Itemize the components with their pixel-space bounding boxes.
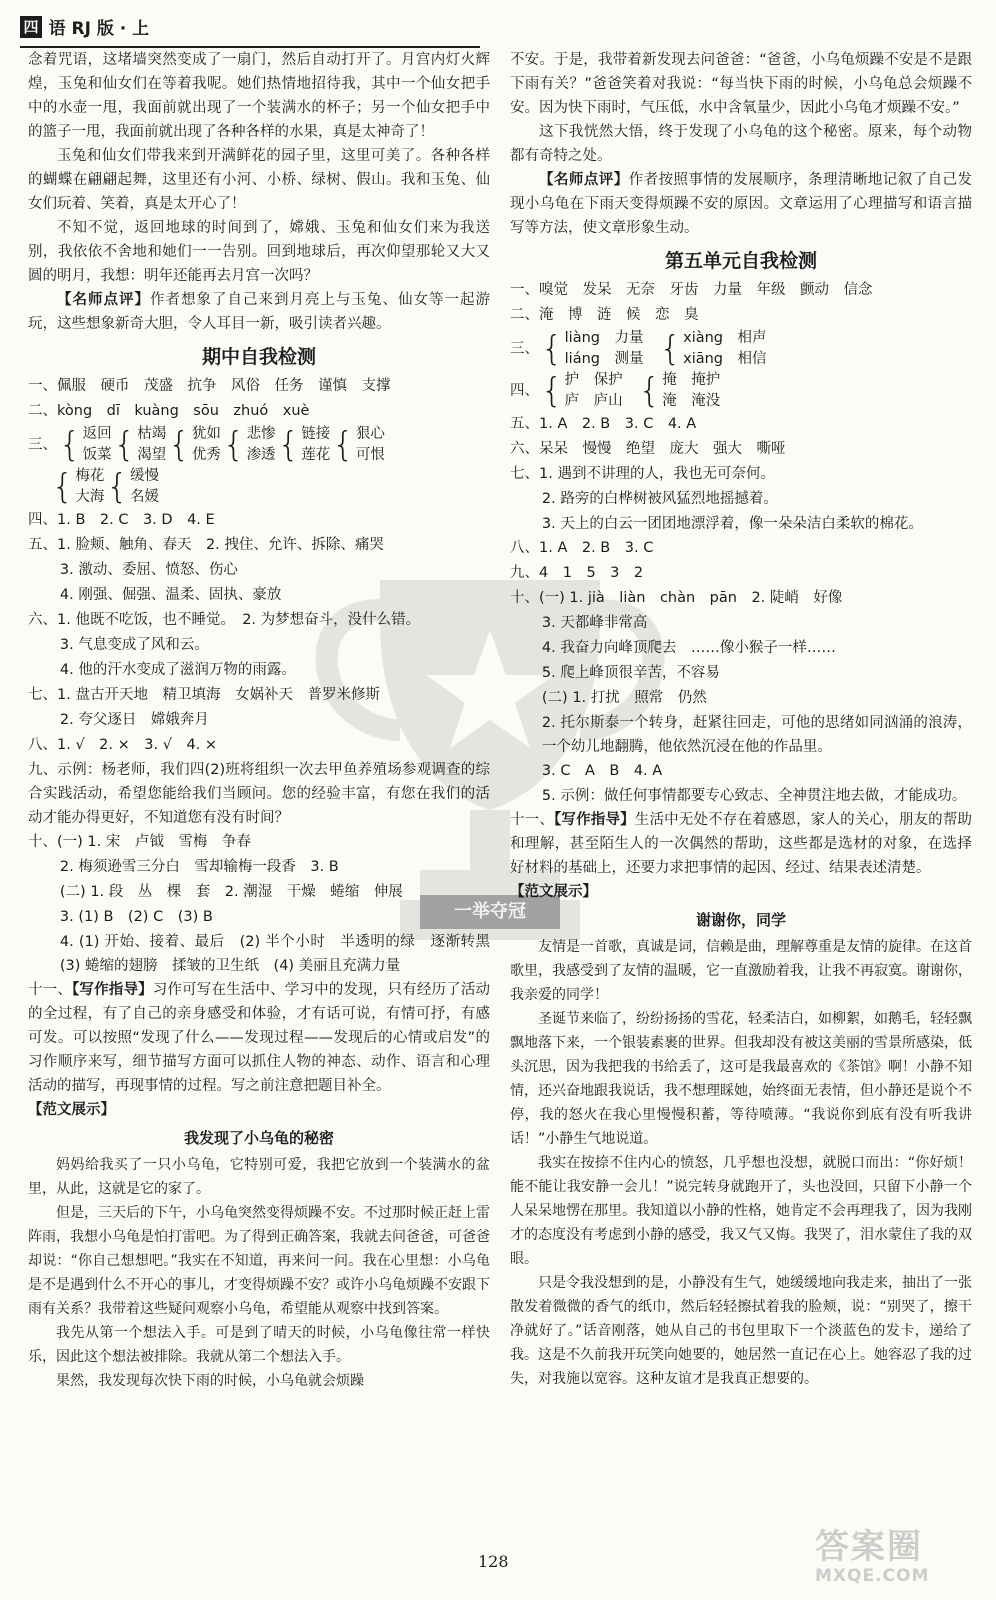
left-column <box>28 48 505 1393</box>
answer-q10-part2: (二) 1. 打扰 照常 仍然 <box>541 690 707 706</box>
page-header <box>20 14 980 48</box>
right-column <box>510 48 972 1391</box>
footer-logo <box>815 1528 983 1592</box>
footer-logo-url: MXQE.COM <box>815 1566 930 1586</box>
answer-q9: 九、4 1 5 3 2 <box>510 565 644 581</box>
essay-paragraph: 我实在按捺不住内心的愤怒，几乎想也没想，就脱口而出：“你好烦！能不能让我安静一会儿！”说完转身就跑开了，头也没回，只留下小静一个人呆呆地愣在那里。我知道以小静的性格，她肯定不会再理我了，因为我刚才的态度没有考虑到小静的感受，我又气又悔。我哭了，泪水蒙住了我的双眼。 <box>510 1155 972 1267</box>
grade-badge: 四 <box>20 16 42 38</box>
word-pair: 缓慢 名媛 <box>130 468 160 505</box>
answer-q5: 五、1. 脸颊、触角、春天 2. 拽住、允许、拆除、痛哭 <box>28 537 384 553</box>
word-pair: 狠心 可恨 <box>355 426 385 463</box>
answer-q10-part2-5: 5. 示例：做任何事情都要专心致志、全神贯注地去做，才能成功。 <box>541 788 967 804</box>
model-essay-tag: 【范文展示】 <box>510 884 597 900</box>
brace-icon: { <box>541 329 563 369</box>
answer-q5-3: 3. 激动、委屈、愤怒、伤心 <box>59 562 238 578</box>
page-number: 128 <box>478 1552 509 1571</box>
word-pair: 护 保护 庐 庐山 <box>564 372 623 409</box>
answer-q10-part2-2: 2. 托尔斯泰一个转身，赶紧往回走，可他的思绪如同汹涌的浪涛，一个幼儿地翻腾，他依然沉浸在他的作品里。 <box>541 715 972 755</box>
answer-q10-5: 5. 爬上峰顶很辛苦，不容易 <box>541 665 720 681</box>
writing-guide-text: 生活中无处不存在着感恩，家人的关心，朋友的帮助和理解，甚至陌生人的一次偶然的帮助，这些都是选材的对象，在选择好材料的基础上，还要力求把事情的起因、经过、结果表述清楚。 <box>510 812 973 876</box>
brace-icon: { <box>51 467 74 507</box>
essay-paragraph: 不知不觉，返回地球的时间到了，嫦娥、玉兔和仙女们来为我送别，我依依不舍地和她们一一告别。回到地球后，再次仰望那轮又大又圆的明月，我想：明年还能再去月宫一次吗？ <box>28 220 490 284</box>
answer-q10: 十、(一) 1. jià liàn chàn pān 2. 陡峭 好像 <box>510 590 843 606</box>
answer-q6: 六、1. 他既不吃饭，也不睡觉。 2. 为梦想奋斗，没什么错。 <box>28 612 421 628</box>
answer-q1: 一、嗅觉 发呆 无奈 牙齿 力量 年级 颤动 信念 <box>510 282 873 298</box>
model-essay-tag: 【范文展示】 <box>28 1102 115 1118</box>
brace-icon: { <box>59 425 81 465</box>
word-pair: 悲惨 渗透 <box>246 426 276 463</box>
answer-q6-4: 4. 他的汗水变成了滋润万物的雨露。 <box>59 662 296 678</box>
essay-title: 谢谢你，同学 <box>695 911 786 929</box>
essay-continuation: 不安。于是，我带着新发现去问爸爸：“爸爸，小乌龟烦躁不安是不是跟下雨有关？”爸爸笑着对我说：“每当快下雨的时候，小乌龟总会烦躁不安。因为快下雨时，气压低，水中含氧量少，因此小乌龟才烦躁不安。” <box>510 52 972 116</box>
comment-tag: 【名师点评】 <box>539 172 629 188</box>
writing-guide-tag: 【写作指导】 <box>72 982 153 998</box>
answer-q4 <box>510 370 972 412</box>
header-subject: 语 RJ 版 · 上 <box>48 19 150 39</box>
footer-logo-text: 答案圈 <box>815 1527 923 1567</box>
answer-q5: 五、1. A 2. B 3. C 4. A <box>510 416 697 432</box>
word-pair: 链接 莲花 <box>301 426 331 463</box>
answer-q10: 十、(一) 1. 宋 卢钺 雪梅 争春 <box>28 834 251 850</box>
answer-q10-2: 2. 梅须逊雪三分白 雪却输梅一段香 3. B <box>59 859 339 875</box>
answer-q11 <box>510 808 972 880</box>
answer-q10-3: 3. 天都峰非常高 <box>541 615 648 631</box>
answer-q7-2: 2. 路旁的白桦树被风猛烈地摇撼着。 <box>541 491 778 507</box>
essay-paragraph: 玉兔和仙女们带我来到开满鲜花的园子里，这里可美了。各种各样的蝴蝶在翩翩起舞，这里还有小河、小桥、绿树、假山。我和玉兔、仙女们玩着、笑着，真是太开心了！ <box>28 148 490 212</box>
teacher-comment <box>510 168 972 240</box>
answer-q7-3: 3. 天上的白云一团团地漂浮着，像一朵朵洁白柔软的棉花。 <box>541 516 923 532</box>
essay-paragraph: 果然，我发现每次快下雨的时候，小乌龟就会烦躁 <box>56 1373 364 1389</box>
q11-label: 十一、 <box>28 982 73 998</box>
answer-q7-2: 2. 夸父逐日 嫦娥奔月 <box>59 712 209 728</box>
word-pair: liàng 力量 liáng 测量 <box>564 330 644 367</box>
midterm-title: 期中自我检测 <box>201 346 316 368</box>
q3-label: 三、 <box>28 437 57 453</box>
answer-q3 <box>28 424 490 466</box>
q11-label: 十一、 <box>510 812 555 828</box>
essay-paragraph: 圣诞节来临了，纷纷扬扬的雪花，轻柔洁白，如柳絮，如鹅毛，轻轻飘飘地落下来，一个银装素裹的世界。但我却没有被这美丽的雪景所感染，低头沉思，因为我把我的书给丢了，这可是我最喜欢的《茶馆》啊！小静不知情，还兴奋地跟我说话，我不想理睬她，始终面无表情，但小静还是说个不停，我的怒火在我心里慢慢积蓄，等待喷薄。“我说你到底有没有听我讲话！”小静生气地说道。 <box>510 1011 972 1147</box>
essay-paragraph: 这下我恍然大悟，终于发现了小乌龟的这个秘密。原来，每个动物都有奇特之处。 <box>510 124 972 164</box>
teacher-comment <box>28 288 490 336</box>
word-pair: 掩 掩护 淹 淹没 <box>662 372 721 409</box>
brace-icon: { <box>332 425 354 465</box>
answer-q7: 七、1. 遇到不讲理的人，我也无可奈何。 <box>510 466 775 482</box>
answer-q10-part2-3: 3. C A B 4. A <box>541 763 663 779</box>
answer-q10-4: 4. 我奋力向峰顶爬去 ……像小猴子一样…… <box>541 640 836 656</box>
answer-q10-3: 3. (1) B (2) C (3) B <box>59 909 213 925</box>
answer-q5-4: 4. 刚强、倔强、温柔、固执、豪放 <box>59 587 282 603</box>
answer-q10-part2: (二) 1. 段 丛 棵 套 2. 潮湿 干燥 蜷缩 伸展 <box>59 884 403 900</box>
brace-icon: { <box>168 425 190 465</box>
word-pair: 枯竭 渴望 <box>137 426 167 463</box>
brace-icon: { <box>222 425 245 465</box>
comment-text: 作者想象了自己来到月亮上与玉兔、仙女等一起游玩，这些想象新奇大胆，令人耳目一新，吸引读者兴趣。 <box>28 292 490 332</box>
brace-icon: { <box>113 425 136 465</box>
word-pair: 犹如 优秀 <box>191 426 221 463</box>
brace-icon: { <box>638 371 661 411</box>
essay-title: 我发现了小乌龟的秘密 <box>183 1129 334 1147</box>
essay-paragraph: 妈妈给我买了一只小乌龟，它特别可爱，我把它放到一个装满水的盆里，从此，这就是它的家了。 <box>28 1157 490 1197</box>
answer-q10-4: 4. (1) 开始、接着、最后 (2) 半个小时 半透明的绿 逐渐转黑 (3) 蜷缩的翅膀 揉皱的卫生纸 (4) 美丽且充满力量 <box>59 934 505 974</box>
writing-guide-tag: 【写作指导】 <box>554 812 635 828</box>
writing-guide-text: 习作可写在生活中、学习中的发现，只有经历了活动的全过程，有了自己的亲身感受和体验，才有话可说，有情可抒，有感可发。可以按照“发现了什么——发现过程——发现后的心情或启发”的习作顺序来写，细节描写方面可以抓住人物的神态、动作、语言和心理活动的描写，再现事情的过程。写之前注意把题目补全。 <box>28 982 491 1094</box>
brace-icon: { <box>659 329 682 369</box>
answer-q2: 二、kòng dī kuàng sōu zhuó xuè <box>28 403 310 419</box>
essay-paragraph: 我先从第一个想法入手。可是到了晴天的时候，小乌龟像往常一样快乐，因此这个想法被排除。我就从第二个想法入手。 <box>28 1325 490 1365</box>
answer-q9: 九、示例：杨老师，我们四(2)班将组织一次去甲鱼养殖场参观调查的综合实践活动，希望您能给我们当顾问。您的经验丰富，有您在我们的活动才能办得更好，不知道您有没有时间？ <box>28 762 490 826</box>
word-pair: 返回 饭菜 <box>82 426 112 463</box>
brace-icon: { <box>277 425 300 465</box>
answer-q7: 七、1. 盘古开天地 精卫填海 女娲补天 普罗米修斯 <box>28 687 380 703</box>
stamp-label: 一举夺冠 <box>420 895 560 929</box>
answer-q6: 六、呆呆 慢慢 绝望 庞大 强大 嘶哑 <box>510 441 786 457</box>
answer-q8: 八、1. √ 2. × 3. √ 4. × <box>28 737 218 753</box>
essay-paragraph: 但是，三天后的下午，小乌龟突然变得烦躁不安。不过那时候正赶上雷阵雨，我想小乌龟是怕打雷吧。为了得到正确答案，我就去问爸爸，可爸爸却说：“你自己想想吧。”我实在不知道，再来问一问。我在心里想：小乌龟是不是遇到什么不开心的事儿，才变得烦躁不安？或许小乌龟烦躁不安跟下雨有关系？我带着这些疑问观察小乌龟，希望能从观察中找到答案。 <box>28 1205 490 1317</box>
essay-paragraph: 友情是一首歌，真诚是词，信赖是曲，理解尊重是友情的旋律。在这首歌里，我感受到了友情的温暖，它一直激励着我，让我不再寂寞。谢谢你，我亲爱的同学！ <box>510 939 972 1003</box>
answer-q3 <box>510 328 972 370</box>
q3-label: 三、 <box>510 341 539 357</box>
answer-q6-3: 3. 气息变成了风和云。 <box>59 637 209 653</box>
answer-q4: 四、1. B 2. C 3. D 4. E <box>28 512 215 528</box>
comment-tag: 【名师点评】 <box>57 292 150 308</box>
comment-text: 作者按照事情的发展顺序，条理清晰地记叙了自己发现小乌龟在下雨天变得烦躁不安的原因。文章运用了心理描写和语言描写等方法，使文章形象生动。 <box>510 172 973 236</box>
answer-q8: 八、1. A 2. B 3. C <box>510 540 654 556</box>
answer-q2: 二、淹 博 涟 候 恋 臭 <box>510 307 699 323</box>
word-pair: xiàng 相声 xiāng 相信 <box>683 330 767 367</box>
word-pair: 梅花 大海 <box>75 468 105 505</box>
answer-q3-cont <box>28 466 490 508</box>
essay-paragraph: 只是令我没想到的是，小静没有生气，她缓缓地向我走来，抽出了一张散发着微微的香气的纸巾，然后轻轻擦拭着我的脸颊，说：“别哭了，擦干净就好了。”话音刚落，她从自己的书包里取下一个淡蓝色的发卡，递给了我。这是不久前我开玩笑向她要的，她居然一直记在心上。她容忍了我的过失，对我施以宽容。这种友谊才是我真正想要的。 <box>510 1275 972 1387</box>
brace-icon: { <box>106 467 129 507</box>
answer-q1: 一、佩服 硬币 茂盛 抗争 风俗 任务 谨慎 支撑 <box>28 378 391 394</box>
brace-icon: { <box>541 371 563 411</box>
essay-continuation: 念着咒语，这堵墙突然变成了一扇门，然后自动打开了。月宫内灯火辉煌，玉兔和仙女们在等着我呢。她们热情地招待我，其中一个仙女把手中的水壶一甩，我面前就出现了一个装满水的杯子；另一个仙女把手中的篮子一甩，我面前就出现了各种各样的水果，真是太神奇了！ <box>28 52 490 140</box>
answer-q11 <box>28 978 490 1098</box>
q4-label: 四、 <box>510 383 539 399</box>
unit5-title: 第五单元自我检测 <box>664 250 817 272</box>
